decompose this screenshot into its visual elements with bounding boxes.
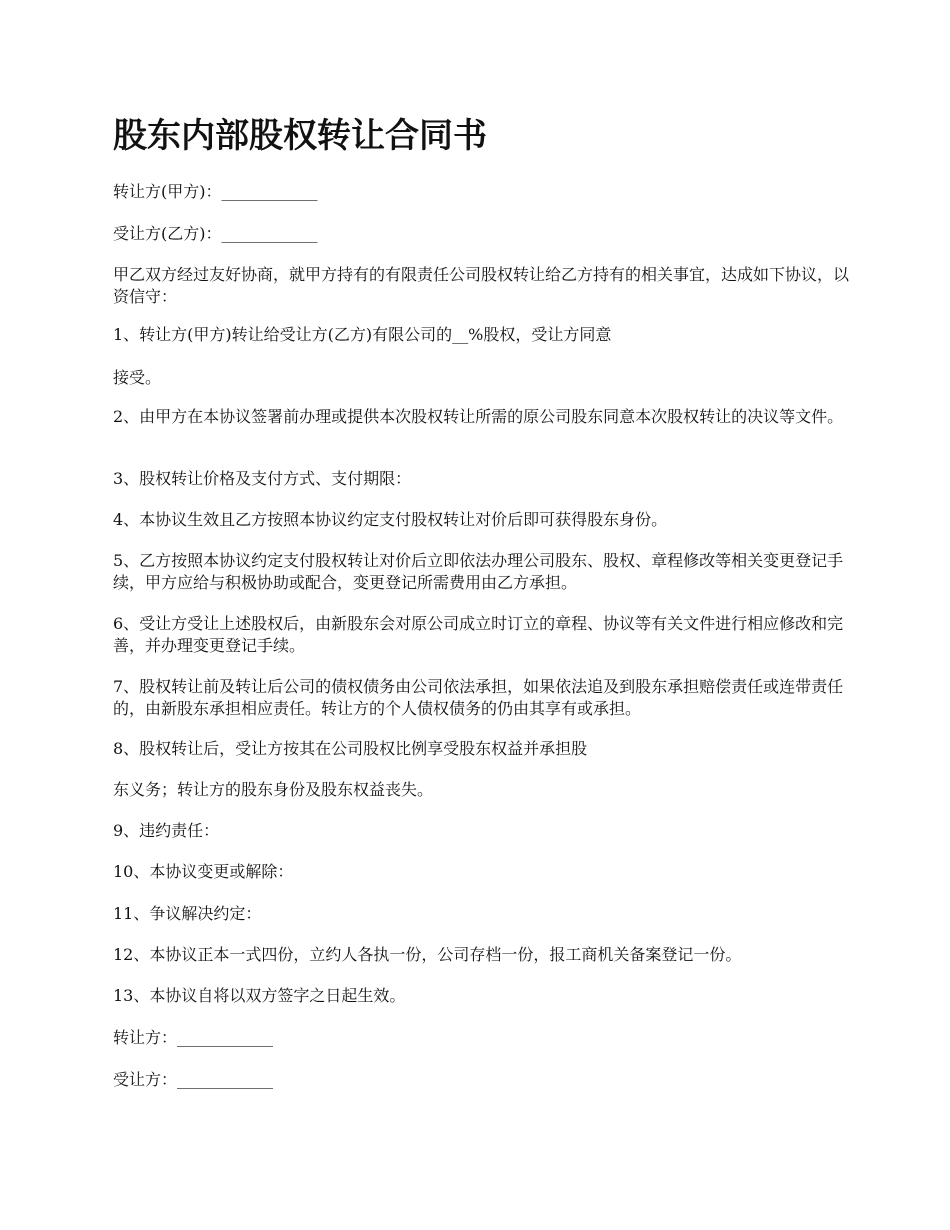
clause-5: 5、乙方按照本协议约定支付股权转让对价后立即依法办理公司股东、股权、章程修改等相关变更登记手续，甲方应给与积极协助或配合，变更登记所需费用由乙方承担。 [113,551,844,592]
clause-10: 10、本协议变更或解除： [113,862,294,881]
clause-1-continued: 接受。 [113,368,162,387]
preamble-paragraph: 甲乙双方经过友好协商，就甲方持有的有限责任公司股权转让给乙方持有的相关事宜，达成如下协议，以资信守： [113,265,850,306]
document-title: 股东内部股权转让合同书 [113,116,487,156]
clause-7: 7、股权转让前及转让后公司的债权债务由公司依法承担，如果依法追及到股东承担赔偿责任或连带责任的，由新股东承担相应责任。转让方的个人债权债务的仍由其享有或承担。 [113,677,844,718]
clause-1: 1、转让方(甲方)转让给受让方(乙方)有限公司的__%股权，受让方同意 [113,325,612,344]
transferor-party-line: 转让方(甲方)：____________ [113,182,318,201]
clause-11: 11、争议解决约定： [113,904,262,923]
transferee-party-line: 受让方(乙方)：____________ [113,224,318,243]
clause-8: 8、股权转让后，受让方按其在公司股权比例享受股东权益并承担股 [113,739,588,758]
transferee-signature-line: 受让方：____________ [113,1070,274,1089]
clause-6: 6、受让方受让上述股权后，由新股东会对原公司成立时订立的章程、协议等有关文件进行相应修改和完善，并办理变更登记手续。 [113,614,844,655]
clause-4: 4、本协议生效且乙方按照本协议约定支付股权转让对价后即可获得股东身份。 [113,510,668,529]
transferor-signature-line: 转让方：____________ [113,1028,274,1047]
clause-8-continued: 东义务；转让方的股东身份及股东权益丧失。 [113,780,434,799]
clause-13: 13、本协议自将以双方签字之日起生效。 [113,986,406,1005]
clause-9: 9、违约责任： [113,821,220,840]
clause-12: 12、本协议正本一式四份，立约人各执一份，公司存档一份，报工商机关备案登记一份。 [113,945,742,964]
clause-3: 3、股权转让价格及支付方式、支付期限： [113,469,412,488]
clause-2: 2、由甲方在本协议签署前办理或提供本次股权转让所需的原公司股东同意本次股权转让的决议等文件。 [113,407,844,426]
